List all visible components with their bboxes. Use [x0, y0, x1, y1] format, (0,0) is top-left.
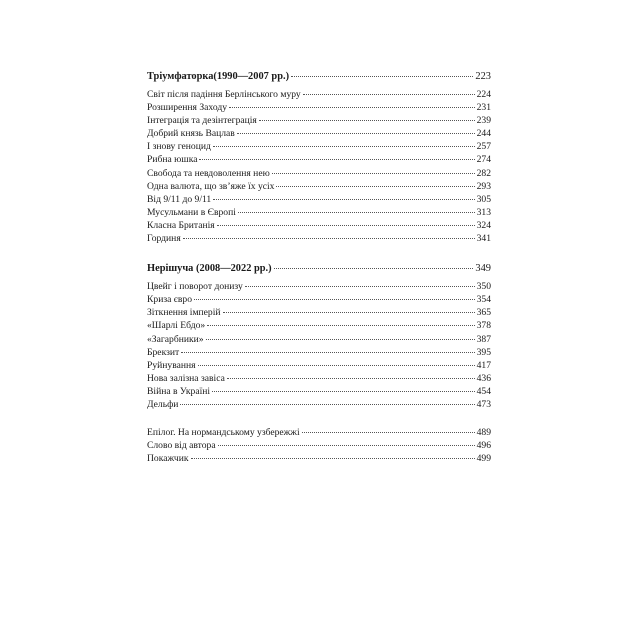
toc-entry-title: Інтеграція та дезінтеграція	[147, 115, 257, 127]
dot-leader	[217, 225, 475, 226]
toc-entry-page: 489	[476, 427, 491, 439]
toc-entry-page: 387	[476, 333, 491, 345]
dot-leader	[213, 146, 475, 147]
dot-leader	[212, 391, 475, 392]
toc-entry-page: 239	[476, 115, 491, 127]
dot-leader	[207, 325, 474, 326]
toc-entry	[147, 193, 491, 206]
dot-leader	[227, 378, 475, 379]
toc-heading	[147, 260, 491, 277]
toc-entry	[147, 101, 491, 114]
toc-section-part1	[147, 68, 491, 245]
dot-leader	[194, 299, 475, 300]
toc-entry	[147, 280, 491, 293]
toc-entry	[147, 439, 491, 452]
dot-leader	[191, 458, 475, 459]
toc-entry-page: 244	[476, 128, 491, 140]
toc-entry-page: 231	[476, 102, 491, 114]
dot-leader	[272, 173, 475, 174]
toc-entry-page: 365	[476, 307, 491, 319]
toc-entry	[147, 359, 491, 372]
toc-entry-page: 282	[476, 167, 491, 179]
toc-entry	[147, 426, 491, 439]
toc-entry	[147, 114, 491, 127]
toc-heading-page: 223	[475, 71, 491, 82]
toc-entry	[147, 452, 491, 465]
toc-entry	[147, 346, 491, 359]
toc-entry-page: 313	[476, 206, 491, 218]
toc-entry-title: Слово від автора	[147, 440, 216, 452]
toc-entry-page: 305	[476, 193, 491, 205]
toc-entry-title: Цвейг і поворот донизу	[147, 281, 243, 293]
toc-entry-page: 354	[476, 294, 491, 306]
toc-entry	[147, 385, 491, 398]
toc-entry-page: 378	[476, 320, 491, 332]
toc-section-backmatter	[147, 426, 491, 465]
toc-entry-page: 454	[476, 385, 491, 397]
toc-entry	[147, 319, 491, 332]
dot-leader	[229, 107, 475, 108]
dot-leader	[213, 199, 474, 200]
dot-leader	[303, 94, 475, 95]
toc-entry	[147, 398, 491, 411]
toc-entry-page: 274	[476, 154, 491, 166]
toc-entry-page: 417	[476, 359, 491, 371]
toc-entry-title: Мусульмани в Європі	[147, 206, 236, 218]
dot-leader	[245, 286, 475, 287]
toc-entry-title: Класна Британія	[147, 219, 215, 231]
toc-entry-title: Розширення Заходу	[147, 102, 228, 114]
table-of-contents	[147, 68, 491, 465]
toc-heading	[147, 68, 491, 85]
toc-entry	[147, 127, 491, 140]
toc-section-part2	[147, 260, 491, 411]
toc-heading-title: Тріумфаторка(1990—2007 рр.)	[147, 71, 290, 82]
toc-entry-title: Брекзит	[147, 346, 180, 358]
toc-entry-page: 257	[476, 141, 491, 153]
dot-leader	[183, 238, 475, 239]
toc-entry	[147, 140, 491, 153]
toc-entry-page: 436	[476, 372, 491, 384]
toc-entry-page: 350	[476, 281, 491, 293]
dot-leader	[180, 404, 474, 405]
toc-entry-page: 499	[476, 453, 491, 465]
toc-entry-title: Криза євро	[147, 294, 193, 306]
toc-entry-title: Від 9/11 до 9/11	[147, 193, 212, 205]
toc-entry-title: Нова залізна завіса	[147, 372, 225, 384]
toc-entry-title: Гординя	[147, 233, 181, 245]
dot-leader	[274, 268, 474, 269]
toc-entry-title: І знову геноцид	[147, 141, 211, 153]
toc-entry-title: Війна в Україні	[147, 385, 211, 397]
dot-leader	[181, 352, 474, 353]
toc-entry-page: 341	[476, 233, 491, 245]
toc-entry	[147, 293, 491, 306]
toc-entry	[147, 306, 491, 319]
toc-entry-page: 395	[476, 346, 491, 358]
dot-leader	[259, 120, 475, 121]
toc-entry-title: Зіткнення імперій	[147, 307, 221, 319]
toc-entry-title: Дельфи	[147, 398, 179, 410]
toc-heading-page: 349	[475, 263, 491, 275]
toc-entry-page: 324	[476, 219, 491, 231]
toc-entry-page: 496	[476, 440, 491, 452]
toc-heading-title: Нерішуча (2008—2022 рр.)	[147, 263, 272, 275]
dot-leader	[276, 186, 474, 187]
toc-entry-title: «Загарбники»	[147, 333, 204, 345]
toc-entry-title: Свобода та невдоволення нею	[147, 167, 270, 179]
dot-leader	[206, 339, 475, 340]
toc-entry-title: Рибна юшка	[147, 154, 198, 166]
toc-entry-title: Руйнування	[147, 359, 196, 371]
dot-leader	[302, 432, 475, 433]
toc-entry-title: Добрий князь Вацлав	[147, 128, 235, 140]
dot-leader	[198, 365, 475, 366]
toc-entry-title: Світ після падіння Берлінського муру	[147, 89, 301, 100]
toc-entry	[147, 372, 491, 385]
toc-entry-title: Епілог. На нормандському узбережжі	[147, 427, 300, 439]
dot-leader	[291, 76, 473, 77]
toc-entry-title: Одна валюта, що зв’яже їх усіх	[147, 180, 275, 192]
toc-entry	[147, 167, 491, 180]
dot-leader	[199, 159, 474, 160]
toc-entry-page: 224	[476, 89, 491, 100]
toc-entry	[147, 232, 491, 245]
dot-leader	[223, 312, 475, 313]
toc-entry	[147, 206, 491, 219]
dot-leader	[237, 133, 475, 134]
toc-entry-title: «Шарлі Ебдо»	[147, 320, 206, 332]
toc-entry	[147, 333, 491, 346]
toc-entry	[147, 153, 491, 166]
toc-entry	[147, 219, 491, 232]
toc-entry-page: 293	[476, 180, 491, 192]
dot-leader	[238, 212, 475, 213]
toc-entry-title: Покажчик	[147, 453, 189, 465]
dot-leader	[218, 445, 475, 446]
toc-entry	[147, 88, 491, 101]
toc-entry-page: 473	[476, 398, 491, 410]
toc-entry	[147, 180, 491, 193]
